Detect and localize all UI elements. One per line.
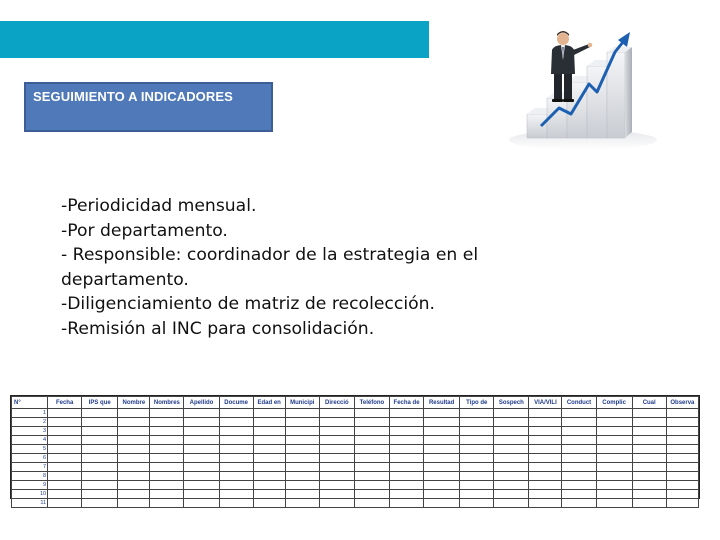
table-row xyxy=(12,499,699,508)
matrix-cell xyxy=(253,490,285,499)
table-row xyxy=(12,445,699,454)
matrix-header-cell: Fecha xyxy=(48,397,82,409)
row-number: 9 xyxy=(12,481,48,490)
matrix-cell xyxy=(319,481,354,490)
matrix-cell xyxy=(460,418,494,427)
matrix-cell xyxy=(390,490,424,499)
matrix-cell xyxy=(632,418,666,427)
matrix-cell xyxy=(529,472,562,481)
table-row xyxy=(12,454,699,463)
table-row xyxy=(12,427,699,436)
matrix-cell xyxy=(632,490,666,499)
matrix-cell xyxy=(319,499,354,508)
matrix-cell xyxy=(150,418,184,427)
matrix-cell xyxy=(48,472,82,481)
matrix-cell xyxy=(48,481,82,490)
row-number: 1 xyxy=(12,409,48,418)
matrix-cell xyxy=(150,409,184,418)
row-number: 10 xyxy=(12,490,48,499)
matrix-cell xyxy=(118,463,150,472)
matrix-cell xyxy=(319,463,354,472)
matrix-cell xyxy=(285,436,319,445)
bullet-item: -Periodicidad mensual. xyxy=(61,196,257,216)
matrix-header-cell: Nombre xyxy=(118,397,150,409)
matrix-cell xyxy=(494,472,529,481)
matrix-cell xyxy=(494,436,529,445)
matrix-cell xyxy=(390,436,424,445)
table-row xyxy=(12,481,699,490)
matrix-cell xyxy=(354,418,389,427)
top-accent-bar xyxy=(0,21,429,58)
matrix-cell xyxy=(82,454,118,463)
matrix-cell xyxy=(460,436,494,445)
matrix-header-cell: Observa xyxy=(666,397,698,409)
matrix-header-cell: Teléfono xyxy=(354,397,389,409)
matrix-cell xyxy=(184,481,219,490)
matrix-header-cell: Resultad xyxy=(424,397,460,409)
matrix-cell xyxy=(596,454,632,463)
matrix-cell xyxy=(118,427,150,436)
matrix-cell xyxy=(285,481,319,490)
matrix-cell xyxy=(424,418,460,427)
matrix-header-cell: Cual xyxy=(632,397,666,409)
matrix-cell xyxy=(354,454,389,463)
matrix-cell xyxy=(596,418,632,427)
row-number: 7 xyxy=(12,463,48,472)
matrix-cell xyxy=(494,427,529,436)
matrix-cell xyxy=(390,481,424,490)
matrix-cell xyxy=(460,445,494,454)
matrix-cell xyxy=(253,472,285,481)
matrix-cell xyxy=(424,463,460,472)
bullet-item: departamento. xyxy=(61,269,189,290)
matrix-cell xyxy=(460,454,494,463)
matrix-cell xyxy=(632,445,666,454)
matrix-cell xyxy=(285,445,319,454)
matrix-cell xyxy=(354,481,389,490)
matrix-cell xyxy=(285,454,319,463)
matrix-cell xyxy=(424,490,460,499)
matrix-cell xyxy=(48,427,82,436)
matrix-header-cell: Apellido xyxy=(184,397,219,409)
matrix-cell xyxy=(253,445,285,454)
matrix-cell xyxy=(666,463,698,472)
matrix-cell xyxy=(460,409,494,418)
matrix-cell xyxy=(390,463,424,472)
bullet-item: -Diligenciamiento de matriz de recolección. xyxy=(61,294,435,314)
matrix-cell xyxy=(118,499,150,508)
matrix-cell xyxy=(529,445,562,454)
row-number: 3 xyxy=(12,427,48,436)
matrix-cell xyxy=(285,427,319,436)
row-number: 5 xyxy=(12,445,48,454)
matrix-cell xyxy=(666,499,698,508)
matrix-cell xyxy=(529,454,562,463)
matrix-cell xyxy=(562,499,596,508)
matrix-cell xyxy=(82,490,118,499)
matrix-cell xyxy=(354,463,389,472)
bullet-item: - Responsible: coordinador de la estrategia en el xyxy=(61,245,479,265)
matrix-cell xyxy=(150,490,184,499)
bullet-item: -Por departamento. xyxy=(61,220,228,241)
matrix-cell xyxy=(390,454,424,463)
matrix-cell xyxy=(424,436,460,445)
matrix-cell xyxy=(596,463,632,472)
matrix-header-cell: Direcció xyxy=(319,397,354,409)
matrix-cell xyxy=(354,472,389,481)
matrix-cell xyxy=(424,409,460,418)
matrix-cell xyxy=(219,490,253,499)
collection-matrix-table xyxy=(11,396,699,508)
bullet-item: -Remisión al INC para consolidación. xyxy=(61,318,375,339)
matrix-cell xyxy=(529,463,562,472)
matrix-cell xyxy=(219,472,253,481)
matrix-cell xyxy=(48,490,82,499)
matrix-cell xyxy=(184,418,219,427)
matrix-cell xyxy=(562,463,596,472)
matrix-cell xyxy=(285,490,319,499)
matrix-cell xyxy=(494,463,529,472)
matrix-cell xyxy=(529,409,562,418)
matrix-cell xyxy=(319,454,354,463)
matrix-cell xyxy=(424,481,460,490)
matrix-cell xyxy=(494,418,529,427)
matrix-cell xyxy=(118,472,150,481)
matrix-cell xyxy=(460,481,494,490)
matrix-cell xyxy=(184,436,219,445)
matrix-cell xyxy=(219,499,253,508)
matrix-cell xyxy=(118,436,150,445)
matrix-cell xyxy=(596,445,632,454)
matrix-cell xyxy=(666,454,698,463)
matrix-cell xyxy=(82,436,118,445)
matrix-cell xyxy=(150,436,184,445)
matrix-cell xyxy=(118,481,150,490)
matrix-cell xyxy=(48,445,82,454)
matrix-cell xyxy=(390,409,424,418)
row-number: 4 xyxy=(12,436,48,445)
matrix-cell xyxy=(219,463,253,472)
table-row xyxy=(12,472,699,481)
matrix-cell xyxy=(460,463,494,472)
matrix-cell xyxy=(48,418,82,427)
matrix-cell xyxy=(562,409,596,418)
matrix-cell xyxy=(596,436,632,445)
matrix-cell xyxy=(118,409,150,418)
bullet-list xyxy=(61,194,561,341)
matrix-cell xyxy=(253,427,285,436)
table-row xyxy=(12,463,699,472)
matrix-cell xyxy=(118,490,150,499)
businessman-growth-chart-icon xyxy=(497,22,661,154)
matrix-cell xyxy=(118,445,150,454)
matrix-cell xyxy=(390,472,424,481)
matrix-cell xyxy=(562,427,596,436)
matrix-cell xyxy=(184,463,219,472)
matrix-cell xyxy=(319,409,354,418)
matrix-cell xyxy=(494,499,529,508)
matrix-cell xyxy=(285,409,319,418)
matrix-cell xyxy=(319,490,354,499)
table-row xyxy=(12,418,699,427)
matrix-header-cell: Sospech xyxy=(494,397,529,409)
matrix-cell xyxy=(390,499,424,508)
matrix-cell xyxy=(460,427,494,436)
matrix-cell xyxy=(253,499,285,508)
matrix-cell xyxy=(184,490,219,499)
matrix-cell xyxy=(184,454,219,463)
matrix-cell xyxy=(48,499,82,508)
matrix-cell xyxy=(82,445,118,454)
matrix-cell xyxy=(253,481,285,490)
matrix-cell xyxy=(562,454,596,463)
matrix-cell xyxy=(632,436,666,445)
matrix-cell xyxy=(596,472,632,481)
matrix-cell xyxy=(354,490,389,499)
matrix-header-cell: IPS que xyxy=(82,397,118,409)
matrix-cell xyxy=(460,490,494,499)
matrix-cell xyxy=(285,499,319,508)
matrix-cell xyxy=(562,418,596,427)
matrix-header-cell: Fecha de xyxy=(390,397,424,409)
matrix-cell xyxy=(596,481,632,490)
matrix-cell xyxy=(319,472,354,481)
matrix-cell xyxy=(253,436,285,445)
matrix-cell xyxy=(118,418,150,427)
matrix-cell xyxy=(150,481,184,490)
matrix-cell xyxy=(529,436,562,445)
row-number: 2 xyxy=(12,418,48,427)
section-title-box xyxy=(24,82,273,132)
matrix-cell xyxy=(632,427,666,436)
matrix-cell xyxy=(632,472,666,481)
matrix-cell xyxy=(354,409,389,418)
matrix-cell xyxy=(596,409,632,418)
matrix-cell xyxy=(666,418,698,427)
section-title: SEGUIMIENTO A INDICADORES xyxy=(33,89,233,104)
matrix-cell xyxy=(150,499,184,508)
row-number: 8 xyxy=(12,472,48,481)
matrix-cell xyxy=(390,418,424,427)
matrix-cell xyxy=(596,427,632,436)
table-row xyxy=(12,409,699,418)
matrix-cell xyxy=(666,427,698,436)
matrix-cell xyxy=(118,454,150,463)
matrix-cell xyxy=(184,427,219,436)
matrix-cell xyxy=(319,427,354,436)
matrix-cell xyxy=(48,409,82,418)
matrix-cell xyxy=(562,472,596,481)
matrix-cell xyxy=(219,427,253,436)
matrix-cell xyxy=(150,427,184,436)
matrix-cell xyxy=(184,445,219,454)
matrix-cell xyxy=(666,472,698,481)
matrix-header-cell: Nombres xyxy=(150,397,184,409)
matrix-header-cell: Municipi xyxy=(285,397,319,409)
matrix-cell xyxy=(424,427,460,436)
matrix-cell xyxy=(424,445,460,454)
matrix-cell xyxy=(562,490,596,499)
matrix-header-cell: Tipo de xyxy=(460,397,494,409)
matrix-cell xyxy=(424,454,460,463)
matrix-header-cell: Docume xyxy=(219,397,253,409)
matrix-cell xyxy=(529,418,562,427)
matrix-cell xyxy=(596,499,632,508)
matrix-cell xyxy=(666,436,698,445)
matrix-cell xyxy=(529,490,562,499)
matrix-header-cell: VIA/VILI xyxy=(529,397,562,409)
matrix-cell xyxy=(150,445,184,454)
matrix-cell xyxy=(354,427,389,436)
matrix-cell xyxy=(632,463,666,472)
matrix-cell xyxy=(596,490,632,499)
matrix-cell xyxy=(460,499,494,508)
matrix-cell xyxy=(424,499,460,508)
collection-matrix xyxy=(10,395,700,506)
matrix-cell xyxy=(494,490,529,499)
matrix-cell xyxy=(632,481,666,490)
matrix-header-cell: N° xyxy=(12,397,48,409)
matrix-cell xyxy=(219,409,253,418)
matrix-cell xyxy=(666,445,698,454)
matrix-cell xyxy=(632,409,666,418)
matrix-cell xyxy=(150,454,184,463)
matrix-cell xyxy=(184,499,219,508)
matrix-cell xyxy=(184,472,219,481)
matrix-cell xyxy=(253,418,285,427)
row-number: 6 xyxy=(12,454,48,463)
matrix-cell xyxy=(253,454,285,463)
matrix-cell xyxy=(666,490,698,499)
matrix-cell xyxy=(82,427,118,436)
matrix-cell xyxy=(48,454,82,463)
matrix-cell xyxy=(82,499,118,508)
matrix-cell xyxy=(82,481,118,490)
matrix-cell xyxy=(424,472,460,481)
matrix-cell xyxy=(150,472,184,481)
table-row xyxy=(12,436,699,445)
matrix-cell xyxy=(48,463,82,472)
matrix-cell xyxy=(285,472,319,481)
matrix-cell xyxy=(219,445,253,454)
matrix-cell xyxy=(494,454,529,463)
matrix-cell xyxy=(219,436,253,445)
matrix-cell xyxy=(184,409,219,418)
matrix-cell xyxy=(285,418,319,427)
matrix-cell xyxy=(219,481,253,490)
table-row xyxy=(12,490,699,499)
matrix-cell xyxy=(319,418,354,427)
matrix-cell xyxy=(48,436,82,445)
matrix-cell xyxy=(562,445,596,454)
matrix-cell xyxy=(82,472,118,481)
matrix-cell xyxy=(390,427,424,436)
matrix-cell xyxy=(494,409,529,418)
matrix-cell xyxy=(632,499,666,508)
matrix-cell xyxy=(219,418,253,427)
matrix-header-cell: Complic xyxy=(596,397,632,409)
matrix-cell xyxy=(82,463,118,472)
matrix-cell xyxy=(82,418,118,427)
matrix-cell xyxy=(390,445,424,454)
matrix-cell xyxy=(253,409,285,418)
matrix-cell xyxy=(562,481,596,490)
matrix-cell xyxy=(529,427,562,436)
matrix-header-cell: Edad en xyxy=(253,397,285,409)
matrix-cell xyxy=(319,445,354,454)
matrix-cell xyxy=(529,499,562,508)
matrix-cell xyxy=(529,481,562,490)
matrix-cell xyxy=(319,436,354,445)
matrix-cell xyxy=(666,481,698,490)
matrix-cell xyxy=(354,499,389,508)
matrix-header-cell: Conduct xyxy=(562,397,596,409)
matrix-cell xyxy=(460,472,494,481)
row-number: 11 xyxy=(12,499,48,508)
matrix-cell xyxy=(494,445,529,454)
matrix-cell xyxy=(494,481,529,490)
matrix-cell xyxy=(354,445,389,454)
matrix-cell xyxy=(666,409,698,418)
matrix-cell xyxy=(219,454,253,463)
matrix-cell xyxy=(562,436,596,445)
matrix-cell xyxy=(253,463,285,472)
matrix-cell xyxy=(632,454,666,463)
matrix-cell xyxy=(285,463,319,472)
matrix-cell xyxy=(82,409,118,418)
matrix-cell xyxy=(354,436,389,445)
matrix-cell xyxy=(150,463,184,472)
